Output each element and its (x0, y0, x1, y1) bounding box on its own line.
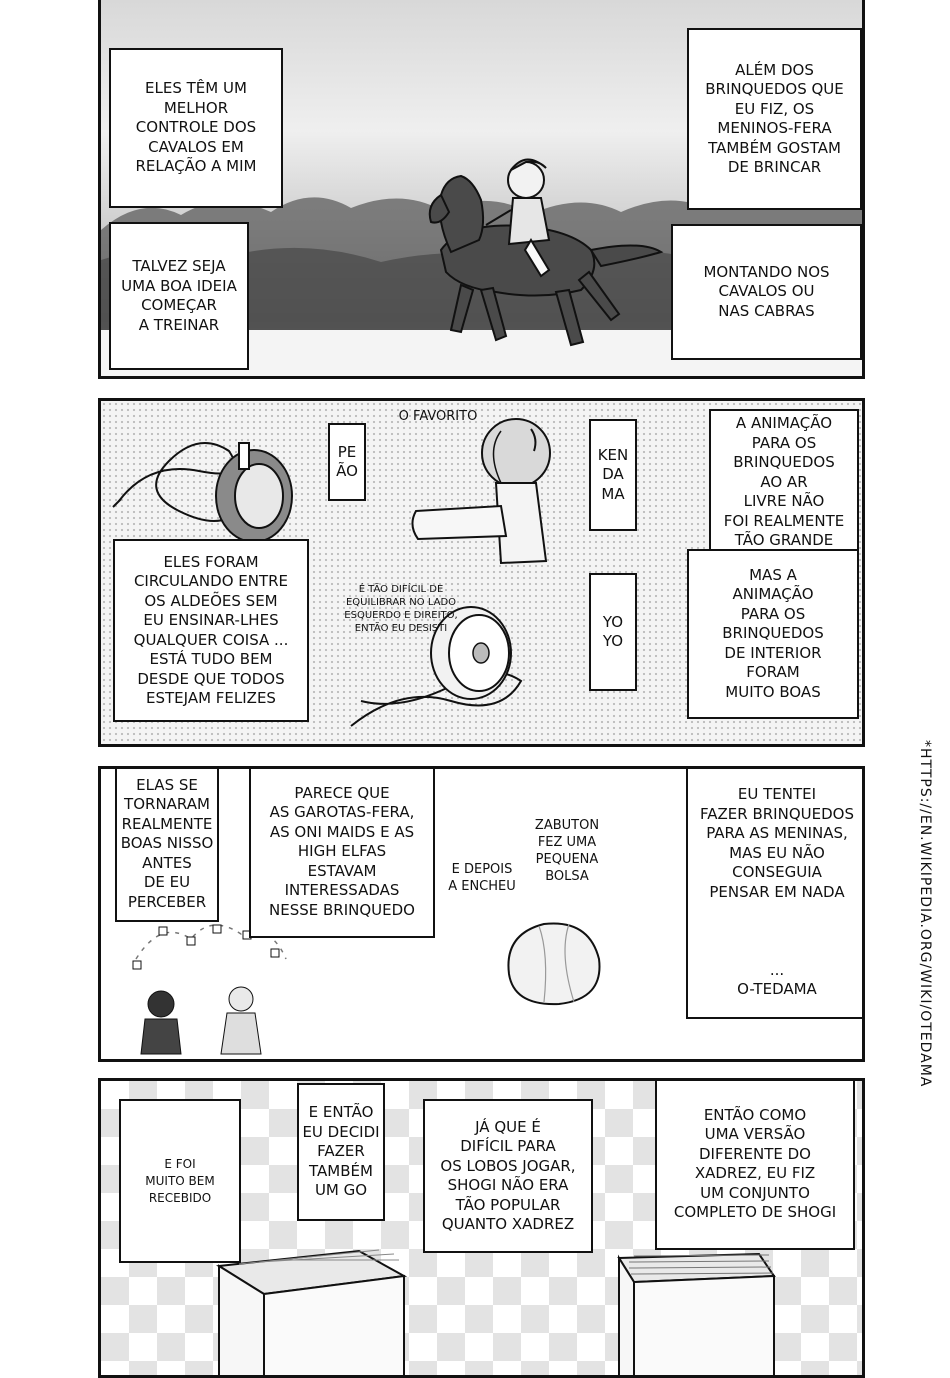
label-favorite: O FAVORITO (398, 409, 478, 424)
caption-complete-shogi-set: ENTÃO COMO UMA VERSÃO DIFERENTE DO XADREZ, EU FIZ UM CONJUNTO COMPLETO DE SHOGI (655, 1078, 855, 1250)
label-peao: PE ÃO (328, 423, 366, 501)
label-e-depois: E DEPOIS A ENCHEU (448, 862, 516, 894)
label-zabuton: ZABUTON FEZ UMA PEQUENA BOLSA (534, 818, 600, 884)
caption-start-training: TALVEZ SEJA UMA BOA IDEIA COMEÇAR A TREINAR (109, 222, 249, 370)
caption-got-really-good: ELAS SE TORNARAM REALMENTE BOAS NISSO ANTES DE EU PERCEBER (115, 766, 219, 922)
panel-outdoor-toys (98, 398, 865, 747)
caption-decided-go: E ENTÃO EU DECIDI FAZER TAMBÉM UM GO (297, 1083, 385, 1221)
panel-otedama (98, 766, 865, 1062)
shogi-board-illustration (609, 1246, 779, 1378)
caption-beast-boys-play: ALÉM DOS BRINQUEDOS QUE EU FIZ, OS MENINOS-FERA TAMBÉM GOSTAM DE BRINCAR (687, 28, 862, 210)
otedama-beanbag-illustration (499, 914, 609, 1009)
panel-horse-riding (98, 0, 865, 379)
caption-girls-interested: PARECE QUE AS GAROTAS-FERA, AS ONI MAIDS E AS HIGH ELFAS ESTAVAM INTERESSADAS NESSE BRINQUEDO (249, 766, 435, 938)
label-kendama: KEN DA MA (589, 419, 637, 531)
label-yoyo: YO YO (589, 573, 637, 691)
side-url-otedama: *HTTPS://EN.WIKIPEDIA.ORG/WIKI/OTEDAMA (917, 740, 933, 1088)
caption-outdoor-animation: A ANIMAÇÃO PARA OS BRINQUEDOS AO AR LIVRE NÃO FOI REALMENTE TÃO GRANDE (709, 409, 859, 556)
caption-shogi-not-popular: JÁ QUE É DIFÍCIL PARA OS LOBOS JOGAR, SHOGI NÃO ERA TÃO POPULAR QUANTO XADREZ (423, 1099, 593, 1253)
note-hard-to-balance: É TÃO DIFÍCIL DE EQUILIBRAR NO LADO ESQUERDO E DIREITO, ENTÃO EU DESISTI (344, 584, 458, 634)
caption-better-control: ELES TÊM UM MELHOR CONTROLE DOS CAVALOS EM RELAÇÃO A MIM (109, 48, 283, 208)
caption-well-received: E FOI MUITO BEM RECEBIDO (119, 1099, 241, 1263)
panel-go-shogi (98, 1078, 865, 1378)
caption-tried-making-toys: EU TENTEI FAZER BRINQUEDOS PARA AS MENINAS, MAS EU NÃO CONSEGUIA PENSAR EM NADA ... O-TEDAMA (686, 766, 865, 1019)
go-board-illustration (209, 1246, 409, 1378)
juggling-girls-illustration (121, 919, 301, 1059)
kendama-illustration (406, 411, 576, 581)
caption-riding-horses-goats: MONTANDO NOS CAVALOS OU NAS CABRAS (671, 224, 862, 360)
caption-indoor-animation: MAS A ANIMAÇÃO PARA OS BRINQUEDOS DE INTERIOR FORAM MUITO BOAS (687, 549, 859, 719)
caption-villagers-circulating: ELES FORAM CIRCULANDO ENTRE OS ALDEÕES SEM EU ENSINAR-LHES QUALQUER COISA ... ESTÁ TUDO BEM DESDE QUE TODOS ESTEJAM FELIZES (113, 539, 309, 722)
